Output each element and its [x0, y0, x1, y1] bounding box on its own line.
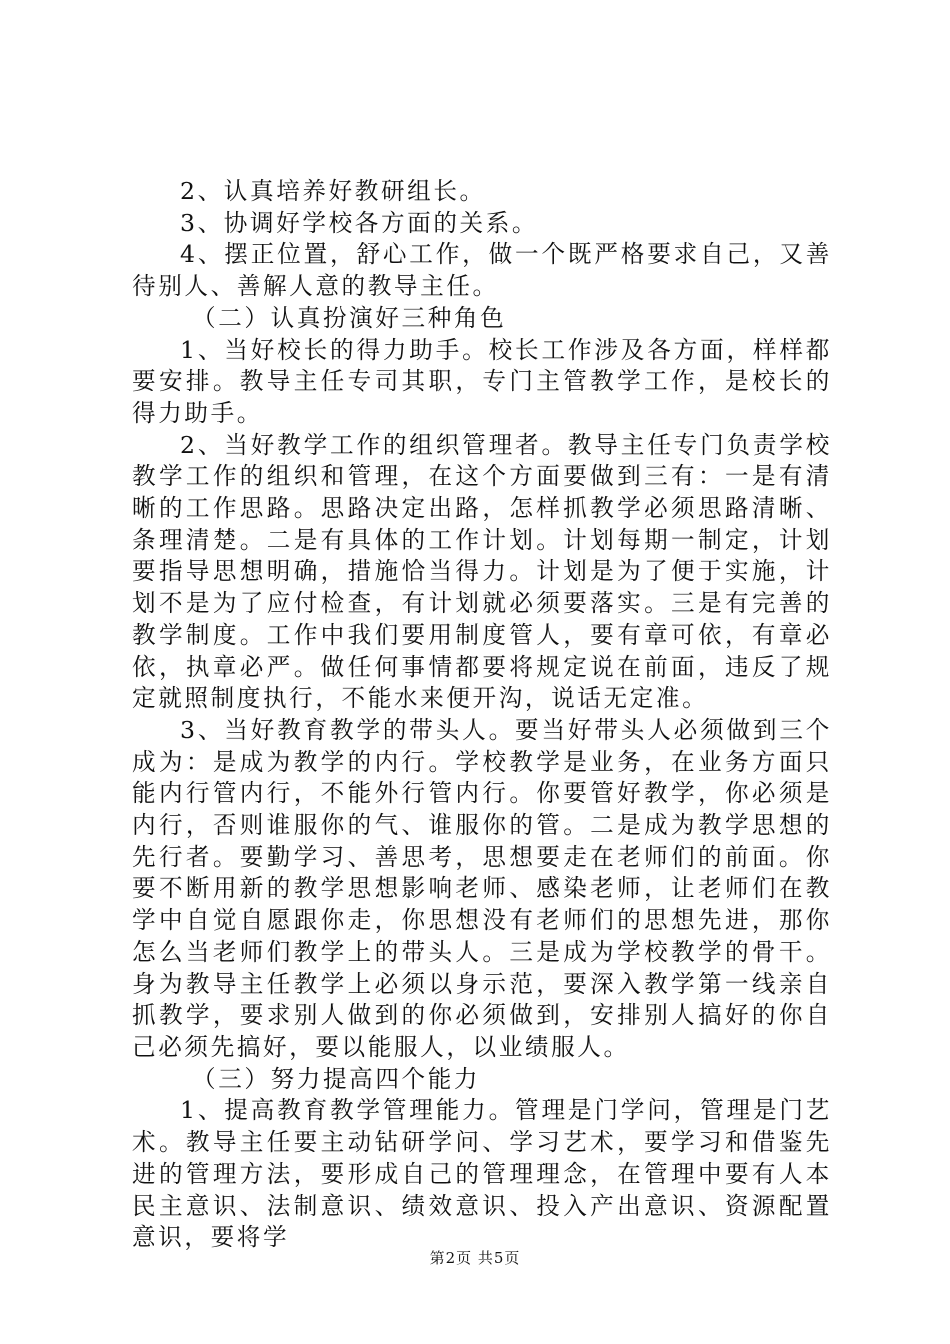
paragraph-role-2: 2、当好教学工作的组织管理者。教导主任专门负责学校教学工作的组织和管理，在这个方面要做到三有：一是有清晰的工作思路。思路决定出路，怎样抓教学必须思路清晰、条理清楚。二是有具体的工作计划。计划每期一制定，计划要指导思想明确，措施恰当得力。计划是为了便于实施，计划不是为了应付检查，有计划就必须要落实。三是有完善的教学制度。工作中我们要用制度管人，要有章可依，有章必依，执章必严。做任何事情都要将规定说在前面，违反了规定就照制度执行，不能水来便开沟，说话无定准。 [132, 430, 832, 713]
paragraph-item-4: 4、摆正位置，舒心工作，做一个既严格要求自己，又善待别人、善解人意的教导主任。 [132, 240, 832, 301]
page-footer: 第2页 共5页 [429, 1249, 521, 1267]
section-heading-2: （二）认真扮演好三种角色 [192, 303, 507, 332]
paragraph-item-2: 2、认真培养好教研组长。 [180, 177, 486, 205]
paragraph-item-3: 3、协调好学校各方面的关系。 [180, 208, 539, 237]
paragraph-role-1: 1、当好校长的得力助手。校长工作涉及各方面，样样都要安排。教导主任专司其职，专门主管教学工作，是校长的得力助手。 [132, 335, 832, 427]
section-heading-3: （三）努力提高四个能力 [192, 1064, 481, 1093]
document-body [132, 176, 832, 1254]
paragraph-ability-1: 1、提高教育教学管理能力。管理是门学问，管理是门艺术。教导主任要主动钻研学问、学习艺术，要学习和借鉴先进的管理方法，要形成自己的管理理念，在管理中要有人本民主意识、法制意识、绩效意识、投入产出意识、资源配置意识，要将学 [132, 1096, 832, 1252]
paragraph-role-3: 3、当好教育教学的带头人。要当好带头人必须做到三个成为：是成为教学的内行。学校教学是业务，在业务方面只能内行管内行，不能外行管内行。你要管好教学，你必须是内行，否则谁服你的气、谁服你的管。二是成为教学思想的先行者。要勤学习、善思考，思想要走在老师们的前面。你要不断用新的教学思想影响老师、感染老师，让老师们在教学中自觉自愿跟你走，你思想没有老师们的思想先进，那你怎么当老师们教学上的带头人。三是成为学校教学的骨干。身为教导主任教学上必须以身示范，要深入教学第一线亲自抓教学，要求别人做到的你必须做到，安排别人搞好的你自己必须先搞好，要以能服人，以业绩服人。 [132, 715, 832, 1061]
